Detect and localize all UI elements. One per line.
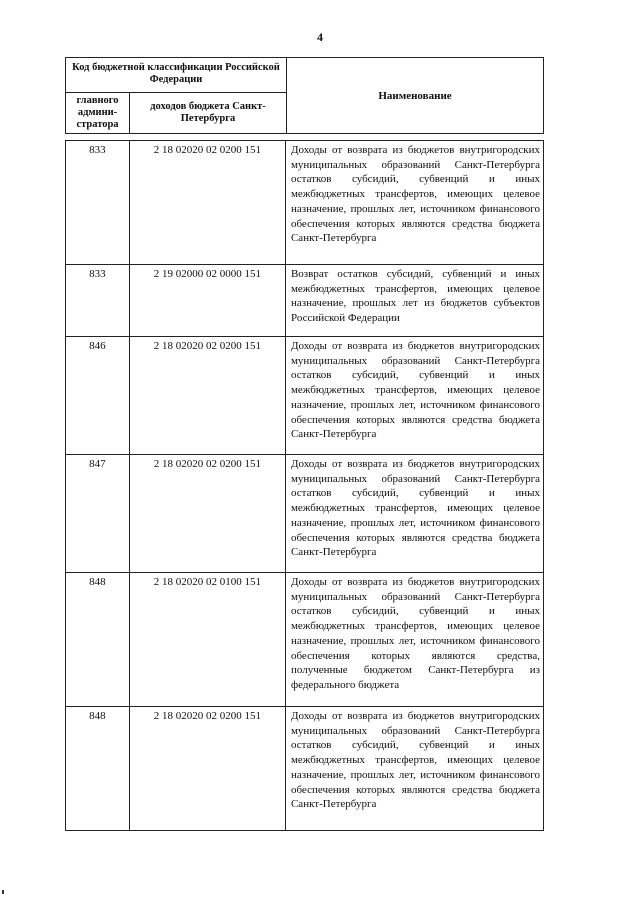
name-cell: Доходы от возврата из бюджетов внутригородских муниципальных образований Санкт-Петербурга остатков субсидий, субвенций и иных межбюджетных трансфертов, имеющих целевое назначение, прошлых лет, источником финансового обеспечения которых являются средства бюджета Санкт-Петербурга xyxy=(285,141,543,265)
table-row xyxy=(66,141,544,265)
header-income-column: доходов бюджета Санкт-Петербурга xyxy=(130,93,287,134)
admin-code-cell: 848 xyxy=(66,707,130,831)
table-row xyxy=(66,573,544,707)
admin-code-cell: 833 xyxy=(66,265,130,337)
header-name-column: Наименование xyxy=(287,58,544,134)
income-code-cell: 2 18 02020 02 0200 151 xyxy=(129,141,285,265)
table-row xyxy=(66,265,544,337)
page-number: 4 xyxy=(317,30,323,44)
table-row xyxy=(66,707,544,831)
name-cell: Доходы от возврата из бюджетов внутригородских муниципальных образований Санкт-Петербурга остатков субсидий, субвенций и иных межбюджетных трансфертов, имеющих целевое назначение, прошлых лет, источником финансового обеспечения которых являются средства бюджета Санкт-Петербурга xyxy=(285,707,543,831)
admin-code-cell: 848 xyxy=(66,573,130,707)
admin-code-cell: 847 xyxy=(66,455,130,573)
header-admin-column: главного админи-стратора xyxy=(66,93,130,134)
scan-edge-mark xyxy=(2,890,4,894)
name-cell: Доходы от возврата из бюджетов внутригородских муниципальных образований Санкт-Петербурга остатков субсидий, субвенций и иных межбюджетных трансфертов, имеющих целевое назначение, прошлых лет, источником финансового обеспечения которых являются средства бюджета Санкт-Петербурга xyxy=(285,455,543,573)
name-cell: Возврат остатков субсидий, субвенций и иных межбюджетных трансфертов, имеющих целевое назначение, прошлых лет из бюджетов субъектов Российской Федерации xyxy=(285,265,543,337)
income-code-cell: 2 18 02020 02 0100 151 xyxy=(129,573,285,707)
table-row xyxy=(66,455,544,573)
admin-code-cell: 833 xyxy=(66,141,130,265)
income-code-cell: 2 18 02020 02 0200 151 xyxy=(129,455,285,573)
classification-table xyxy=(65,140,544,831)
income-code-cell: 2 19 02000 02 0000 151 xyxy=(129,265,285,337)
name-cell: Доходы от возврата из бюджетов внутригородских муниципальных образований Санкт-Петербурга остатков субсидий, субвенций и иных межбюджетных трансфертов, имеющих целевое назначение, прошлых лет, источником финансового обеспечения которых являются средства, полученные бюджетом Санкт-Петербурга из федерального бюджета xyxy=(285,573,543,707)
admin-code-cell: 846 xyxy=(66,337,130,455)
name-cell: Доходы от возврата из бюджетов внутригородских муниципальных образований Санкт-Петербурга остатков субсидий, субвенций и иных межбюджетных трансфертов, имеющих целевое назначение, прошлых лет, источником финансового обеспечения которых являются средства бюджета Санкт-Петербурга xyxy=(285,337,543,455)
table-header xyxy=(65,57,544,134)
income-code-cell: 2 18 02020 02 0200 151 xyxy=(129,707,285,831)
header-group-title: Код бюджетной классификации Российской Федерации xyxy=(66,58,287,93)
income-code-cell: 2 18 02020 02 0200 151 xyxy=(129,337,285,455)
table-row xyxy=(66,337,544,455)
